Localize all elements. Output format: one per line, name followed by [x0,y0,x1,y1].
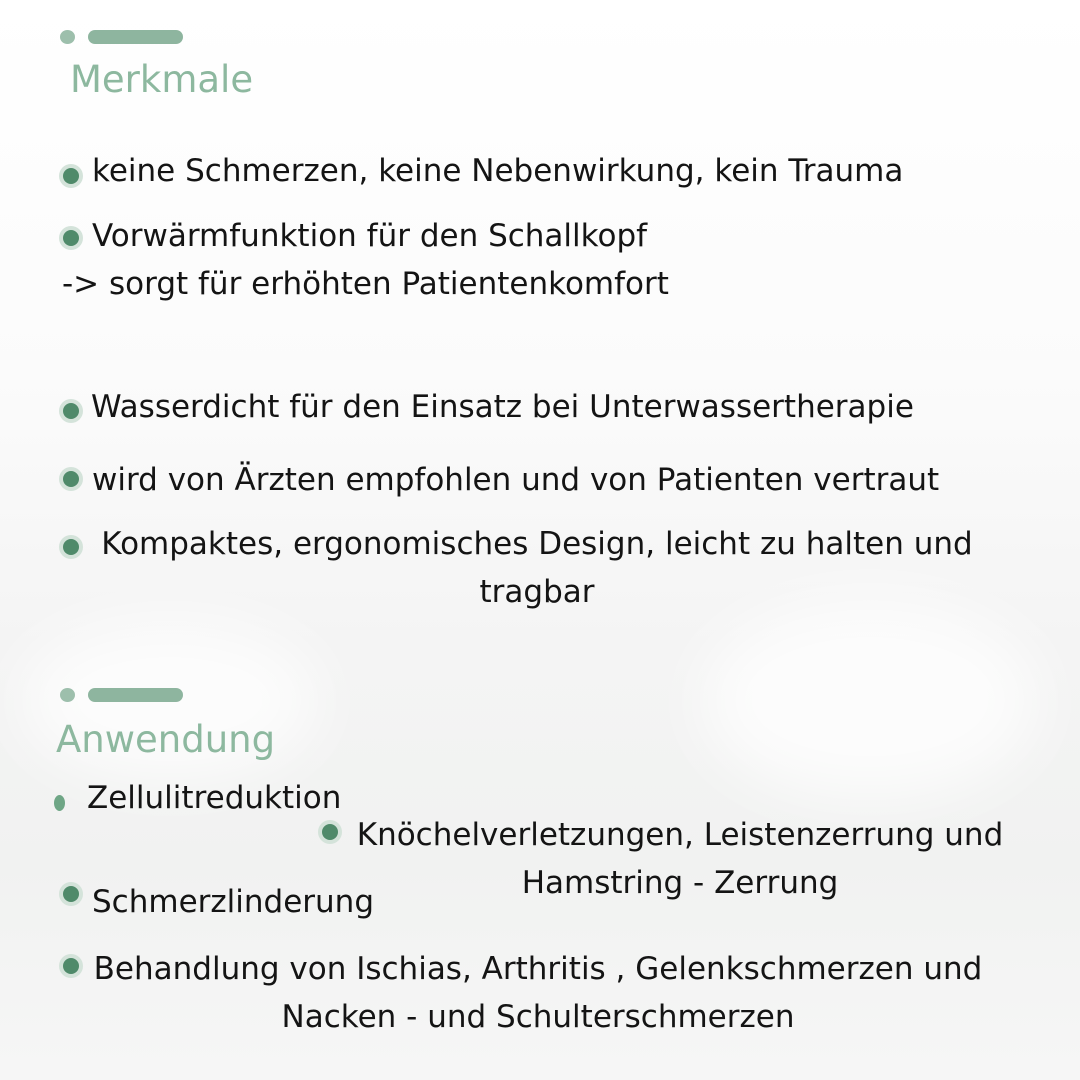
bullet-icon [63,230,79,246]
leaf-bullet-icon [54,795,65,811]
section-title-merkmale: Merkmale [70,58,254,101]
background-haze [700,600,1040,800]
application-item-line: Hamstring - Zerrung [521,865,839,901]
feature-item: Wasserdicht für den Einsatz bei Unterwassertherapie [91,389,914,425]
application-item-line: Nacken - und Schulterschmerzen [281,999,795,1035]
application-item-line: Behandlung von Ischias, Arthritis , Gelenkschmerzen und [93,951,983,987]
divider-dot [60,30,75,44]
application-item: Schmerzlinderung [92,884,374,920]
bullet-icon [63,168,79,184]
application-item-line: Knöchelverletzungen, Leistenzerrung und [356,817,1004,853]
feature-item-note: -> sorgt für erhöhten Patientenkomfort [62,266,669,302]
application-item-multiline [345,811,1015,907]
bullet-icon [63,403,79,419]
feature-item-multiline [70,520,1004,616]
application-item-multiline [80,945,996,1041]
divider-bar [88,688,183,702]
bullet-icon [63,471,79,487]
feature-item-line: Kompaktes, ergonomisches Design, leicht zu halten und [101,526,973,562]
bullet-icon [63,958,79,974]
feature-item-line: tragbar [479,574,595,610]
bullet-icon [322,824,338,840]
bullet-icon [63,886,79,902]
feature-item: Vorwärmfunktion für den Schallkopf [92,218,648,254]
section-title-anwendung: Anwendung [56,718,276,761]
feature-item: wird von Ärzten empfohlen und von Patienten vertraut [92,462,940,498]
feature-item: keine Schmerzen, keine Nebenwirkung, kein Trauma [92,153,904,189]
application-item: Zellulitreduktion [87,780,342,816]
divider-dot [60,688,75,702]
divider-bar [88,30,183,44]
